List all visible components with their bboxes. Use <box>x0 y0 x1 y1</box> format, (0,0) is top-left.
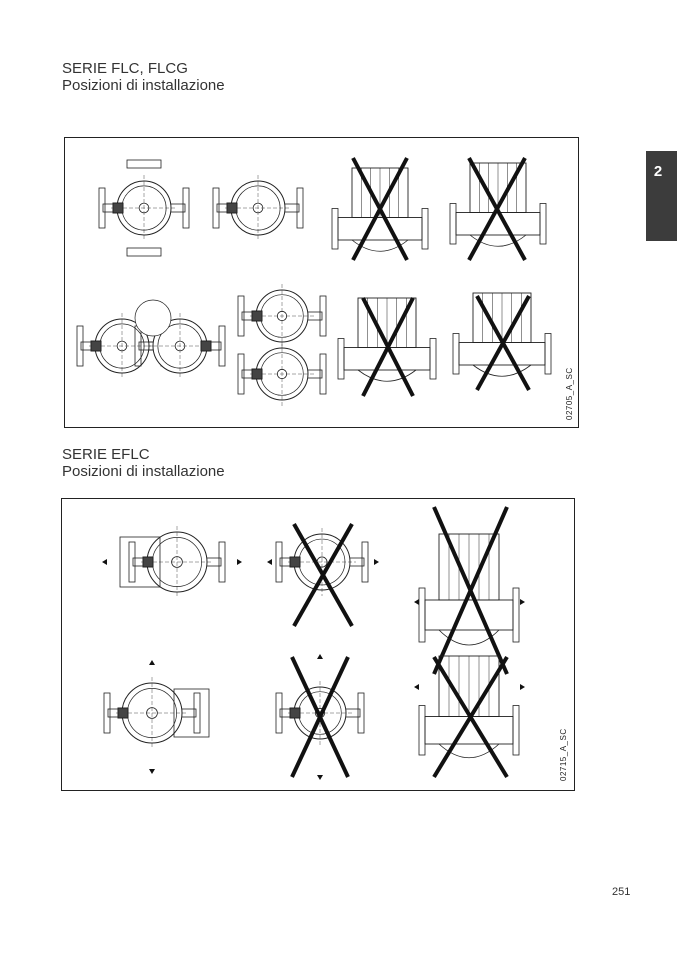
pump-vertical-crossed-icon <box>338 298 436 396</box>
pump-horizontal-icon <box>213 175 303 241</box>
pump-vertical-crossed-icon <box>414 507 525 674</box>
section-subtitle: Posizioni di installazione <box>62 463 225 480</box>
installation-figure-flc <box>64 137 579 428</box>
chapter-tab <box>646 151 677 241</box>
pump-horizontal-icon <box>102 526 242 598</box>
section-title: SERIE EFLC <box>62 446 150 463</box>
section-title: SERIE FLC, FLCG <box>62 60 188 77</box>
pump-vertical-motor-down-icon <box>450 158 546 260</box>
pump-horizontal-icon <box>99 160 189 256</box>
section-heading-eflc <box>62 446 225 480</box>
figure-drawing <box>62 499 576 792</box>
section-subtitle: Posizioni di installazione <box>62 77 225 94</box>
twin-pump-stacked-icon <box>238 284 326 406</box>
pump-horizontal-icon <box>104 660 209 774</box>
pump-vertical-motor-down-icon <box>332 158 428 260</box>
installation-figure-eflc <box>61 498 575 791</box>
page-number: 251 <box>612 886 631 898</box>
section-heading-flc <box>62 60 225 94</box>
pump-crossed-icon <box>267 524 379 626</box>
figure-code: 02705_A_SC <box>565 367 574 420</box>
pump-vertical-crossed-icon <box>414 656 525 777</box>
chapter-tab-number: 2 <box>653 163 663 180</box>
pump-vertical-crossed-icon <box>453 293 551 390</box>
pump-crossed-icon <box>276 654 364 780</box>
twin-pump-icon <box>77 300 225 379</box>
figure-drawing <box>65 138 580 429</box>
figure-code: 02715_A_SC <box>559 728 568 781</box>
